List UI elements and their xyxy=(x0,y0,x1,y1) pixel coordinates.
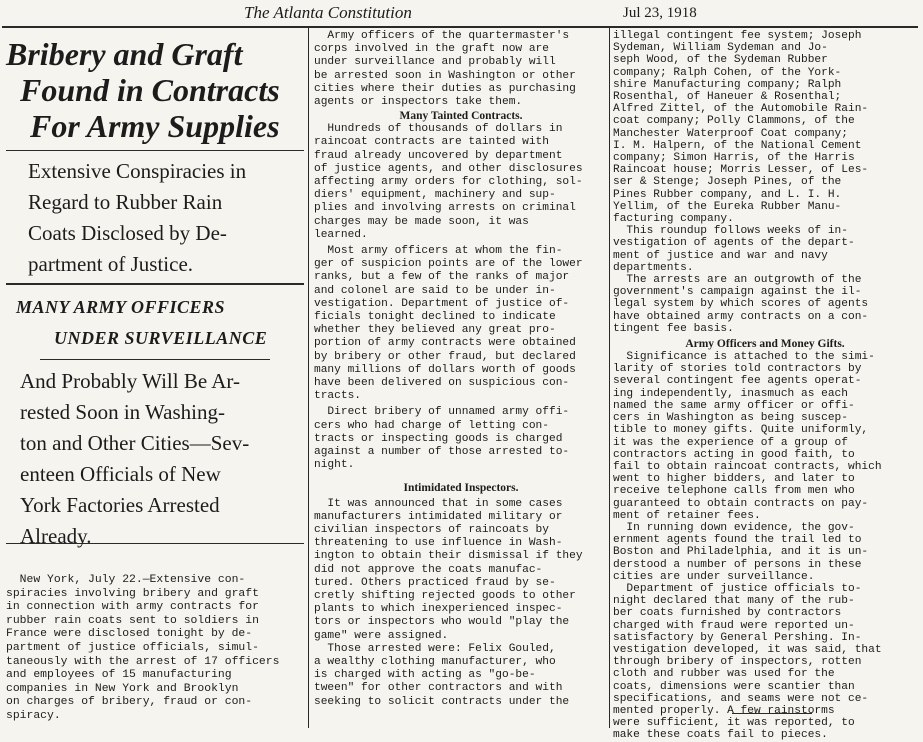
paragraph: Most army officers at whom the fin- ger of suspicion points are of the lower ranks, but a few of the ranks of major and colonel are said to be under in- vestigation. Department of justice of- ficials tonight declined to indicate whether they believed any great pro- portion of army contracts were obtained by bribery or other fraud, but declared many millions of dollars worth of goods have been delivered on suspicious con- tracts. xyxy=(314,245,583,403)
deck-line: MANY ARMY OFFICERS xyxy=(16,297,226,317)
column-3 xyxy=(613,30,917,742)
deck-line: partment of Justice. xyxy=(28,252,194,276)
paragraph: Army officers of the quartermaster's corps involved in the graft now are under surveillance and probably will be arrested soon in Washington or other cities where their duties as purchasing agents or inspectors take them. xyxy=(314,30,576,109)
deck-line: Coats Disclosed by De- xyxy=(28,221,227,245)
paragraph: illegal contingent fee system; Joseph Sydeman, William Sydeman and Jo- seph Wood, of the Sydeman Rubber company; Ralph Cohen, of the York- shire Manufacturing company; Ralph Rosenthal, of Haneuer & Rosenthal; Alfred Zittel, of the Automobile Rain- coat company; Polly Clammons, of the Manchester Waterproof Coat company; I. M. Halpern, of the National Cement company; Simon Harris, of the Harris Raincoat house; Morris Lesser, of Les- ser & Stenge; Joseph Pines, of the Pines Rubber company, and L. I. H. Yellim, of the Eureka Rubber Manu- facturing company. xyxy=(613,30,869,226)
paragraph: Hundreds of thousands of dollars in raincoat contracts are tainted with fraud already uncovered by department of justice agents, and other disclosures affecting army orders for clothing, sol- diers' equipment, machinery and sup- plies and involving arrests on criminal charges may be made soon, it was learned. xyxy=(314,123,583,241)
deck-line: York Factories Arrested xyxy=(20,493,220,517)
column-divider-2 xyxy=(609,28,610,728)
main-headline xyxy=(6,36,306,144)
deck-line: Extensive Conspiracies in xyxy=(28,159,247,183)
lead-paragraph: New York, July 22.—Extensive con- spiracies involving bribery and graft in connection with army contracts for rubber rain coats sent to soldiers in France were disclosed tonight by de- partment of justice officials, simul- taneously with the arrest of 17 officers and employees of 15 manufacturing companies in New York and Brooklyn on charges of bribery, fraud or con- spiracy. xyxy=(6,574,280,722)
column-divider-1 xyxy=(308,28,309,728)
deck-line: Already. xyxy=(20,524,92,548)
masthead xyxy=(0,0,923,28)
subheading: Intimidated Inspectors. xyxy=(403,481,519,494)
paragraph: The arrests are an outgrowth of the government's campaign against the il- legal system by which scores of agents have obtained army contracts on a con- tingent fee basis. xyxy=(613,274,869,335)
subheading: Many Tainted Contracts. xyxy=(399,110,523,123)
paragraph: Significance is attached to the simi- larity of stories told contractors by several contingent fee agents operat- ing independently, inasmuch as each named the same army officer or offi- cers in Washington as being suscep- tible to money gifts. Quite uniformly, it was the experience of a group of contractors acting in good faith, to fail to obtain raincoat contracts, which went to higher bidders, and later to receive telephone calls from men who guaranteed to obtain contracts on pay- ment of retainer fees. xyxy=(613,351,882,522)
paragraph: This roundup follows weeks of in- vestigation of agents of the depart- ment of justice and war and navy departments. xyxy=(613,225,855,274)
deck-line: Regard to Rubber Rain xyxy=(28,190,223,214)
headline-line: Found in Contracts xyxy=(20,72,280,108)
deck-line: And Probably Will Be Ar- xyxy=(20,369,240,393)
paragraph: Direct bribery of unnamed army offi- cers who had charge of letting con- tracts or inspecting goods is charged against a number of those arrested to- night. xyxy=(314,406,570,472)
deck-1 xyxy=(8,156,306,280)
publication-date: Jul 23, 1918 xyxy=(623,5,697,21)
newspaper-name: The Atlanta Constitution xyxy=(244,3,412,22)
paragraph: It was announced that in some cases manufacturers intimidated military or civilian inspectors of raincoats by threatening to use influence in Wash- ington to obtain their dismissal if they did not approve the coats manufac- tured. Others practiced fraud by se- cretly shifting rejected goods to other plants to which inexperienced inspec- tors or inspectors who would "play the game" were assigned. xyxy=(314,497,583,642)
paragraph: Department of justice officials to- night declared that many of the rub- ber coats furnished by contractors charged with fraud were reported un- satisfactory by General Pershing. In- vestigation developed, it was said, that through bribery of inspectors, rotten cloth and rubber was used for the coats, dimensions were scantier than specifications, and seams were not ce- mented properly. A few rainstorms were sufficient, it was reported, to make these coats fail to pieces. xyxy=(613,582,882,742)
deck-line: enteen Officials of New xyxy=(20,462,221,486)
deck-2 xyxy=(16,292,306,354)
deck-line: UNDER SURVEILLANCE xyxy=(54,328,268,348)
deck-line: rested Soon in Washing- xyxy=(20,400,225,424)
deck-3 xyxy=(20,366,306,552)
top-rule xyxy=(2,26,918,28)
deck-line: ton and Other Cities—Sev- xyxy=(20,431,250,455)
headline-line: For Army Supplies xyxy=(30,108,280,144)
paragraph: In running down evidence, the gov- ernment agents found the trail led to Boston and Philadelphia, and it is un- derstood a number of persons in these cities are under surveillance. xyxy=(613,521,869,583)
headline-line: Bribery and Graft xyxy=(6,36,243,72)
column-1 xyxy=(6,30,306,728)
paragraph: Those arrested were: Felix Gouled, a wealthy clothing manufacturer, who is charged with acting as "go-be- tween" for other contractors and with seeking to solicit contracts under the xyxy=(314,642,570,708)
subheading: Army Officers and Money Gifts. xyxy=(685,338,845,351)
column-2 xyxy=(314,30,608,728)
